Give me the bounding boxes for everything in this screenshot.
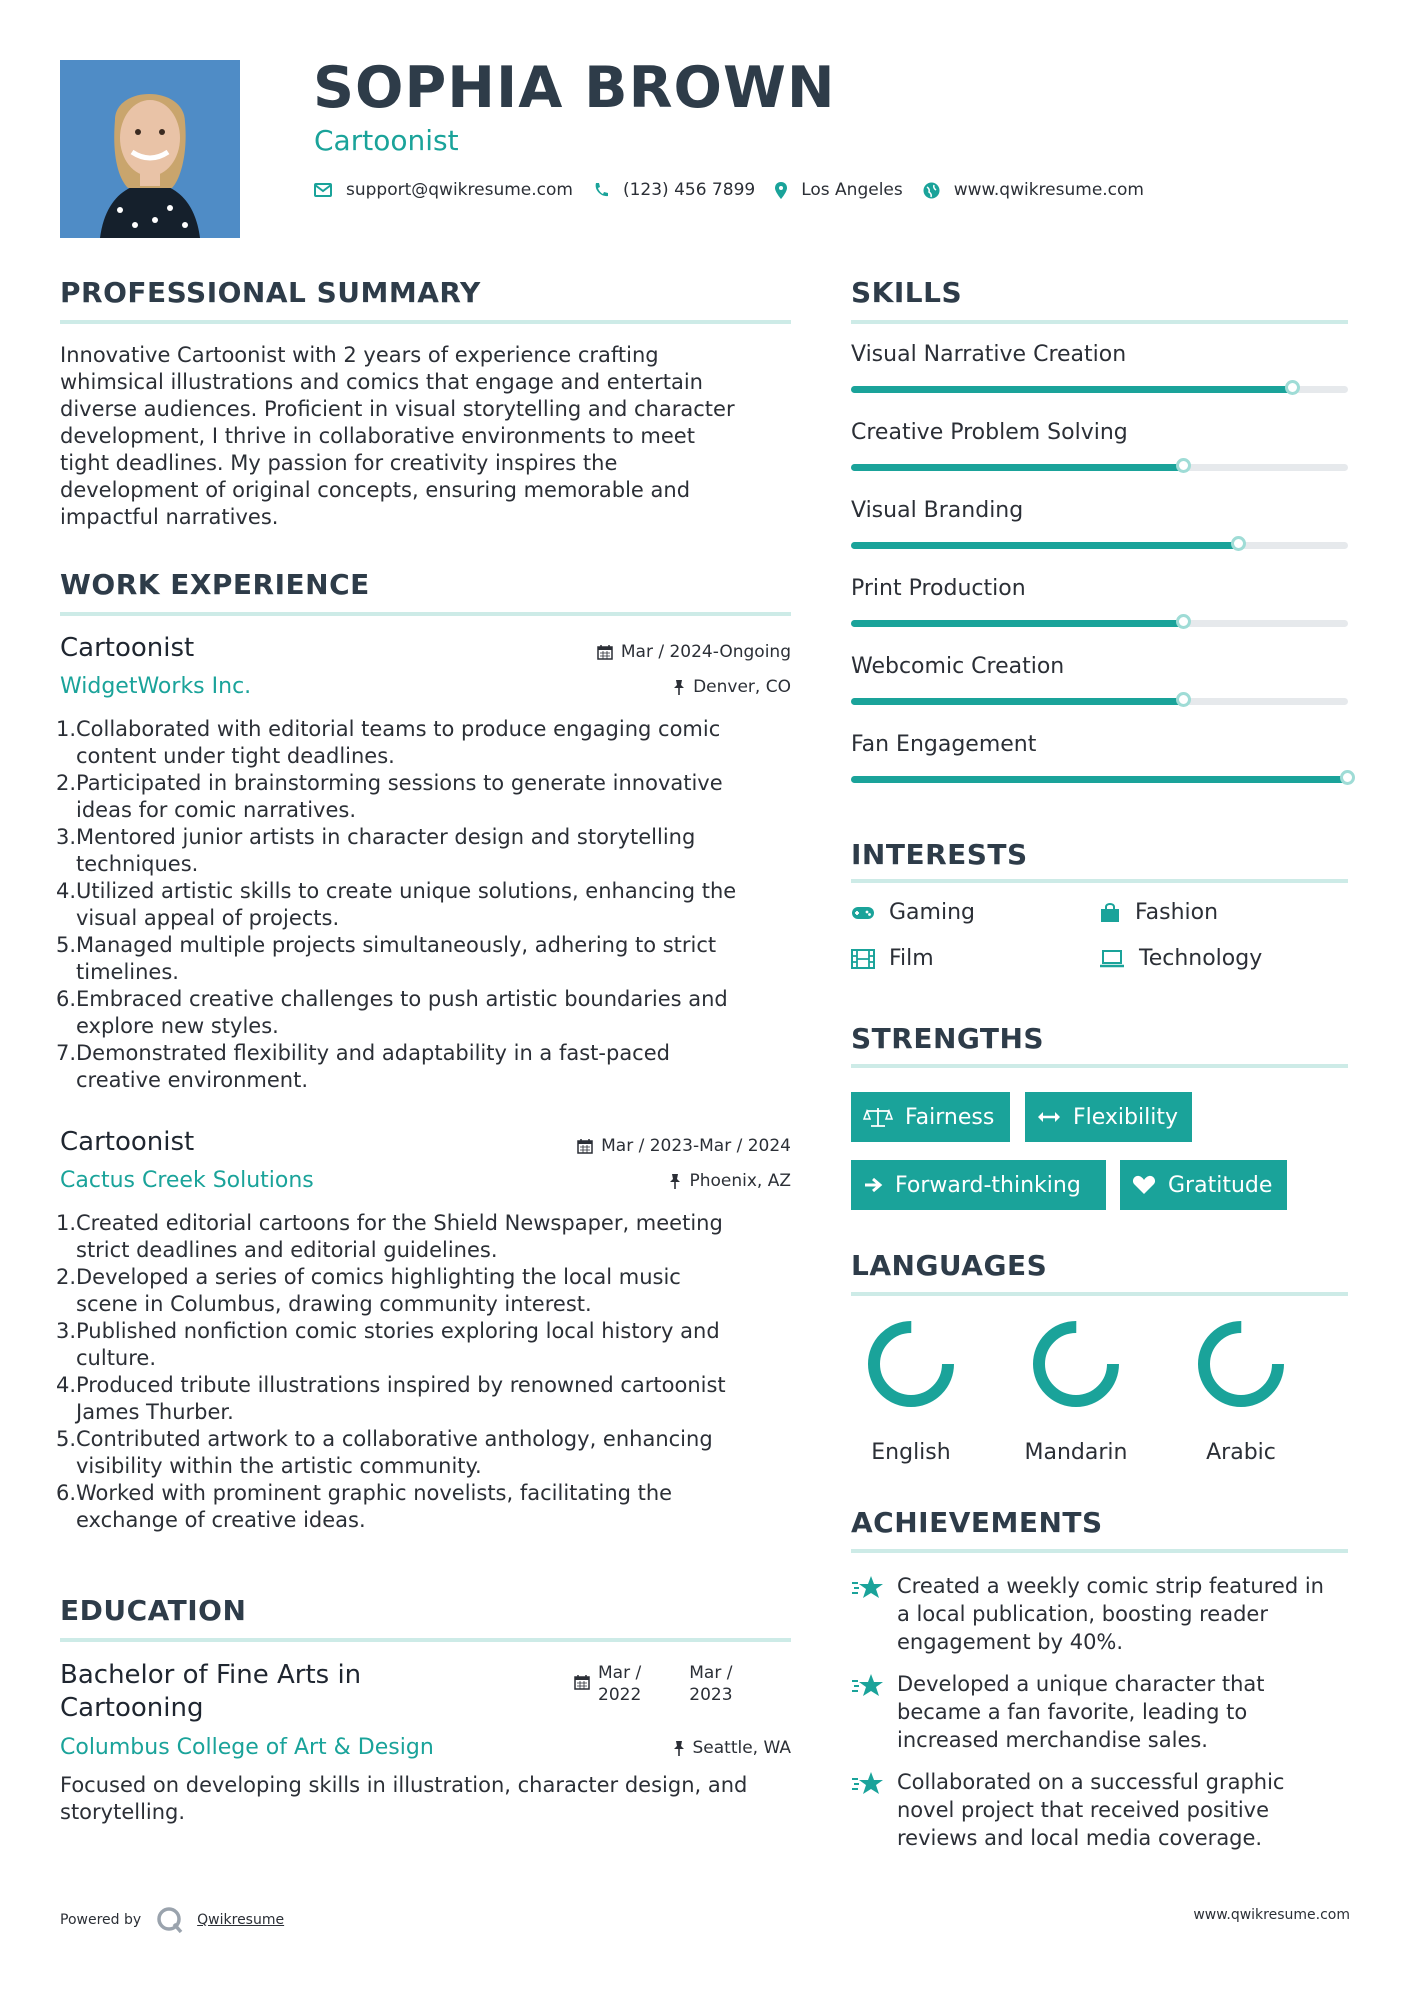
star-icon bbox=[851, 1770, 885, 1798]
calendar-icon bbox=[597, 644, 613, 660]
duty-line: scene in Columbus, drawing community interest. bbox=[76, 1292, 592, 1316]
pin-icon bbox=[669, 1173, 681, 1189]
job-title: Cartoonist bbox=[60, 1127, 195, 1157]
achievement-item bbox=[851, 1572, 1361, 1656]
education-location-text: Seattle, WA bbox=[692, 1738, 791, 1758]
duty-line: Managed multiple projects simultaneously, adhering to strict bbox=[76, 933, 717, 957]
job-dates bbox=[597, 642, 791, 662]
duty-line: Collaborated with editorial teams to produce engaging comic bbox=[76, 717, 721, 741]
achievement-line: Developed a unique character that bbox=[897, 1672, 1265, 1696]
candidate-name: SOPHIA BROWN bbox=[313, 55, 836, 121]
language-item bbox=[846, 1318, 976, 1465]
scale-icon bbox=[863, 1106, 893, 1128]
interest-label: Film bbox=[889, 946, 934, 971]
job-title: Cartoonist bbox=[60, 633, 195, 663]
duty-line: Produced tribute illustrations inspired by renowned cartoonist bbox=[76, 1373, 726, 1397]
achievements-list bbox=[851, 1572, 1361, 1866]
achievement-text bbox=[897, 1572, 1324, 1656]
interest-film bbox=[851, 946, 934, 971]
skill-row bbox=[851, 420, 1348, 498]
language-ring-arc bbox=[1039, 1327, 1113, 1401]
skill-bar-fill bbox=[851, 698, 1184, 705]
skill-bar-knob bbox=[1176, 458, 1191, 473]
footer-powered bbox=[60, 1905, 284, 1935]
experience-heading: WORK EXPERIENCE bbox=[60, 568, 370, 601]
gamepad-icon bbox=[851, 905, 875, 921]
language-ring bbox=[846, 1318, 976, 1418]
duty-line: visibility within the artistic community. bbox=[76, 1454, 482, 1478]
duty-item bbox=[76, 716, 816, 770]
contact-website[interactable] bbox=[923, 180, 1144, 200]
skills-heading: SKILLS bbox=[851, 276, 963, 309]
summary-text bbox=[60, 342, 800, 531]
duty-line: Contributed artwork to a collaborative anthology, enhancing bbox=[76, 1427, 713, 1451]
company-name[interactable]: Cactus Creek Solutions bbox=[60, 1168, 314, 1193]
achievement-item bbox=[851, 1670, 1361, 1754]
candidate-role: Cartoonist bbox=[314, 124, 459, 157]
strength-tag-forward-thinking bbox=[851, 1160, 1106, 1210]
education-rule bbox=[60, 1638, 791, 1642]
duty-line: Developed a series of comics highlighting the local music bbox=[76, 1265, 681, 1289]
skill-bar-track bbox=[851, 776, 1348, 783]
duty-line: Utilized artistic skills to create unique solutions, enhancing the bbox=[76, 879, 737, 903]
duty-item bbox=[76, 1372, 816, 1426]
duty-line: content under tight deadlines. bbox=[76, 744, 395, 768]
skill-bar-fill bbox=[851, 464, 1184, 471]
achievement-line: a local publication, boosting reader bbox=[897, 1602, 1268, 1626]
duty-line: Demonstrated flexibility and adaptability in a fast-paced bbox=[76, 1041, 670, 1065]
interest-fashion bbox=[1099, 900, 1218, 925]
email-text: support@qwikresume.com bbox=[346, 180, 573, 200]
map-pin-icon bbox=[775, 182, 787, 199]
language-item bbox=[1011, 1318, 1141, 1465]
footer-website[interactable]: www.qwikresume.com bbox=[1193, 1907, 1350, 1923]
strength-tag-flexibility bbox=[1025, 1092, 1192, 1142]
language-ring bbox=[1011, 1318, 1141, 1418]
skill-row bbox=[851, 342, 1348, 420]
contact-phone[interactable] bbox=[593, 180, 755, 200]
achievement-line: engagement by 40%. bbox=[897, 1630, 1124, 1654]
duty-line: creative environment. bbox=[76, 1068, 309, 1092]
film-icon bbox=[851, 949, 875, 969]
skill-bar-knob bbox=[1231, 536, 1246, 551]
phone-icon bbox=[593, 182, 609, 198]
edu-end-year: 2023 bbox=[689, 1685, 733, 1705]
contact-location bbox=[775, 180, 903, 200]
skill-bar-knob bbox=[1176, 614, 1191, 629]
interest-label: Gaming bbox=[889, 900, 975, 925]
calendar-icon bbox=[577, 1138, 593, 1154]
language-name: Arabic bbox=[1206, 1440, 1276, 1465]
footer-brand-link[interactable]: Qwikresume bbox=[197, 1912, 285, 1928]
achievement-line: became a fan favorite, leading to bbox=[897, 1700, 1248, 1724]
degree-line: Bachelor of Fine Arts in bbox=[60, 1660, 362, 1690]
profile-photo bbox=[60, 60, 240, 238]
interest-label: Fashion bbox=[1135, 900, 1219, 925]
duty-line: Worked with prominent graphic novelists, facilitating the bbox=[76, 1481, 673, 1505]
duty-line: timelines. bbox=[76, 960, 179, 984]
achievement-text bbox=[897, 1768, 1284, 1852]
duty-line: ideas for comic narratives. bbox=[76, 798, 357, 822]
duty-item bbox=[76, 824, 816, 878]
company-name[interactable]: WidgetWorks Inc. bbox=[60, 674, 252, 699]
duty-line: James Thurber. bbox=[76, 1400, 234, 1424]
phone-text: (123) 456 7899 bbox=[622, 180, 756, 200]
skill-bar-track bbox=[851, 386, 1348, 393]
school-name[interactable]: Columbus College of Art & Design bbox=[60, 1735, 434, 1760]
arrow-right-icon bbox=[863, 1176, 883, 1194]
skill-name: Creative Problem Solving bbox=[851, 420, 1128, 445]
star-icon bbox=[851, 1574, 885, 1602]
interests-heading: INTERESTS bbox=[851, 838, 1028, 871]
strength-tag-gratitude bbox=[1120, 1160, 1287, 1210]
powered-by-text: Powered by bbox=[60, 1912, 142, 1928]
language-name: English bbox=[871, 1440, 951, 1465]
achievements-rule bbox=[851, 1549, 1348, 1553]
strength-label: Flexibility bbox=[1073, 1104, 1178, 1130]
education-location bbox=[673, 1738, 792, 1758]
job-dates-text: Mar / 2023-Mar / 2024 bbox=[601, 1136, 791, 1156]
skill-bar-track bbox=[851, 464, 1348, 471]
job-location bbox=[673, 677, 791, 697]
language-name: Mandarin bbox=[1024, 1440, 1128, 1465]
skill-bar-knob bbox=[1340, 770, 1355, 785]
skill-bar-knob bbox=[1176, 692, 1191, 707]
edu-start-month: Mar / bbox=[598, 1663, 642, 1683]
strength-label: Forward-thinking bbox=[895, 1172, 1081, 1198]
summary-line: impactful narratives. bbox=[60, 505, 279, 529]
language-item bbox=[1176, 1318, 1306, 1465]
duty-item bbox=[76, 770, 816, 824]
strength-label: Gratitude bbox=[1168, 1172, 1273, 1198]
degree-title bbox=[60, 1659, 361, 1725]
duty-line: Created editorial cartoons for the Shield Newspaper, meeting bbox=[76, 1211, 723, 1235]
duty-line: culture. bbox=[76, 1346, 157, 1370]
location-text: Los Angeles bbox=[801, 180, 903, 200]
achievement-text bbox=[897, 1670, 1265, 1754]
education-desc-line: Focused on developing skills in illustration, character design, and bbox=[60, 1773, 748, 1797]
duty-line: Mentored junior artists in character design and storytelling bbox=[76, 825, 696, 849]
languages-rule bbox=[851, 1292, 1348, 1296]
duty-line: explore new styles. bbox=[76, 1014, 279, 1038]
skill-bar-knob bbox=[1285, 380, 1300, 395]
strengths-heading: STRENGTHS bbox=[851, 1022, 1045, 1055]
duty-line: Embraced creative challenges to push artistic boundaries and bbox=[76, 987, 728, 1011]
skill-name: Visual Narrative Creation bbox=[851, 342, 1127, 367]
strengths-rule bbox=[851, 1064, 1348, 1068]
duty-item bbox=[76, 878, 816, 932]
summary-line: tight deadlines. My passion for creativity inspires the bbox=[60, 451, 618, 475]
skills-list bbox=[851, 342, 1348, 810]
education-heading: EDUCATION bbox=[60, 1594, 247, 1627]
summary-line: whimsical illustrations and comics that engage and entertain bbox=[60, 370, 703, 394]
website-text: www.qwikresume.com bbox=[953, 180, 1144, 200]
laptop-icon bbox=[1099, 950, 1125, 968]
summary-heading: PROFESSIONAL SUMMARY bbox=[60, 276, 481, 309]
achievement-line: Created a weekly comic strip featured in bbox=[897, 1574, 1324, 1598]
achievements-heading: ACHIEVEMENTS bbox=[851, 1506, 1103, 1539]
edu-start-year: 2022 bbox=[598, 1685, 642, 1705]
job-duties bbox=[58, 1210, 816, 1534]
degree-line: Cartooning bbox=[60, 1693, 204, 1723]
summary-line: development, I thrive in collaborative environments to meet bbox=[60, 424, 695, 448]
language-ring-arc bbox=[874, 1327, 948, 1401]
heart-icon bbox=[1132, 1175, 1156, 1195]
strength-tag-fairness bbox=[851, 1092, 1010, 1142]
skill-name: Webcomic Creation bbox=[851, 654, 1065, 679]
skill-bar-track bbox=[851, 698, 1348, 705]
summary-line: Innovative Cartoonist with 2 years of experience crafting bbox=[60, 343, 659, 367]
skill-bar-track bbox=[851, 620, 1348, 627]
duty-item bbox=[76, 1480, 816, 1534]
skill-bar-fill bbox=[851, 776, 1348, 783]
skill-row bbox=[851, 498, 1348, 576]
duty-line: techniques. bbox=[76, 852, 199, 876]
pin-icon bbox=[673, 1740, 685, 1756]
shopping-bag-icon bbox=[1099, 902, 1121, 924]
summary-rule bbox=[60, 320, 791, 324]
skill-name: Print Production bbox=[851, 576, 1026, 601]
duty-item bbox=[76, 1040, 816, 1094]
star-icon bbox=[851, 1672, 885, 1700]
job-duties bbox=[58, 716, 816, 1094]
globe-icon bbox=[923, 182, 940, 199]
languages-list bbox=[846, 1318, 1366, 1468]
skill-row bbox=[851, 576, 1348, 654]
skill-row bbox=[851, 732, 1348, 810]
job-location bbox=[669, 1171, 791, 1191]
duty-line: exchange of creative ideas. bbox=[76, 1508, 366, 1532]
skills-rule bbox=[851, 320, 1348, 324]
skill-bar-fill bbox=[851, 386, 1293, 393]
education-desc-line: storytelling. bbox=[60, 1800, 186, 1824]
summary-line: diverse audiences. Proficient in visual storytelling and character bbox=[60, 397, 735, 421]
contact-email[interactable] bbox=[314, 180, 573, 200]
achievement-line: Collaborated on a successful graphic bbox=[897, 1770, 1285, 1794]
duty-item bbox=[76, 1426, 816, 1480]
skill-bar-fill bbox=[851, 542, 1239, 549]
duty-item bbox=[76, 1318, 816, 1372]
achievement-item bbox=[851, 1768, 1361, 1852]
qwikresume-logo-icon bbox=[155, 1905, 185, 1935]
languages-heading: LANGUAGES bbox=[851, 1249, 1048, 1282]
interests-rule bbox=[851, 879, 1348, 883]
edu-start bbox=[598, 1662, 641, 1706]
contact-row bbox=[314, 180, 1164, 200]
duty-item bbox=[76, 1210, 816, 1264]
achievement-line: increased merchandise sales. bbox=[897, 1728, 1208, 1752]
language-ring-arc bbox=[1204, 1327, 1278, 1401]
language-ring bbox=[1176, 1318, 1306, 1418]
job-dates-text: Mar / 2024-Ongoing bbox=[620, 642, 791, 662]
strength-label: Fairness bbox=[905, 1104, 995, 1130]
pin-icon bbox=[673, 679, 685, 695]
skill-bar-track bbox=[851, 542, 1348, 549]
duty-item bbox=[76, 932, 816, 986]
duty-line: visual appeal of projects. bbox=[76, 906, 340, 930]
education-desc bbox=[60, 1772, 800, 1826]
duty-item bbox=[76, 1264, 816, 1318]
duty-line: Participated in brainstorming sessions to generate innovative bbox=[76, 771, 723, 795]
skill-bar-fill bbox=[851, 620, 1184, 627]
skill-name: Fan Engagement bbox=[851, 732, 1037, 757]
duty-line: Published nonfiction comic stories exploring local history and bbox=[76, 1319, 720, 1343]
edu-end bbox=[689, 1662, 732, 1706]
arrows-horizontal-icon bbox=[1037, 1110, 1061, 1124]
skill-name: Visual Branding bbox=[851, 498, 1024, 523]
envelope-icon bbox=[314, 183, 332, 197]
interest-technology bbox=[1099, 946, 1262, 971]
job-location-text: Phoenix, AZ bbox=[689, 1171, 791, 1191]
calendar-icon bbox=[574, 1674, 590, 1690]
skill-row bbox=[851, 654, 1348, 732]
achievement-line: novel project that received positive bbox=[897, 1798, 1270, 1822]
summary-line: development of original concepts, ensuring memorable and bbox=[60, 478, 691, 502]
interest-gaming bbox=[851, 900, 975, 925]
experience-rule bbox=[60, 612, 791, 616]
achievement-line: reviews and local media coverage. bbox=[897, 1826, 1263, 1850]
job-dates bbox=[577, 1136, 791, 1156]
duty-line: strict deadlines and editorial guidelines. bbox=[76, 1238, 498, 1262]
interest-label: Technology bbox=[1139, 946, 1263, 971]
duty-item bbox=[76, 986, 816, 1040]
education-dates bbox=[574, 1662, 733, 1706]
edu-end-month: Mar / bbox=[689, 1663, 733, 1683]
job-location-text: Denver, CO bbox=[693, 677, 791, 697]
